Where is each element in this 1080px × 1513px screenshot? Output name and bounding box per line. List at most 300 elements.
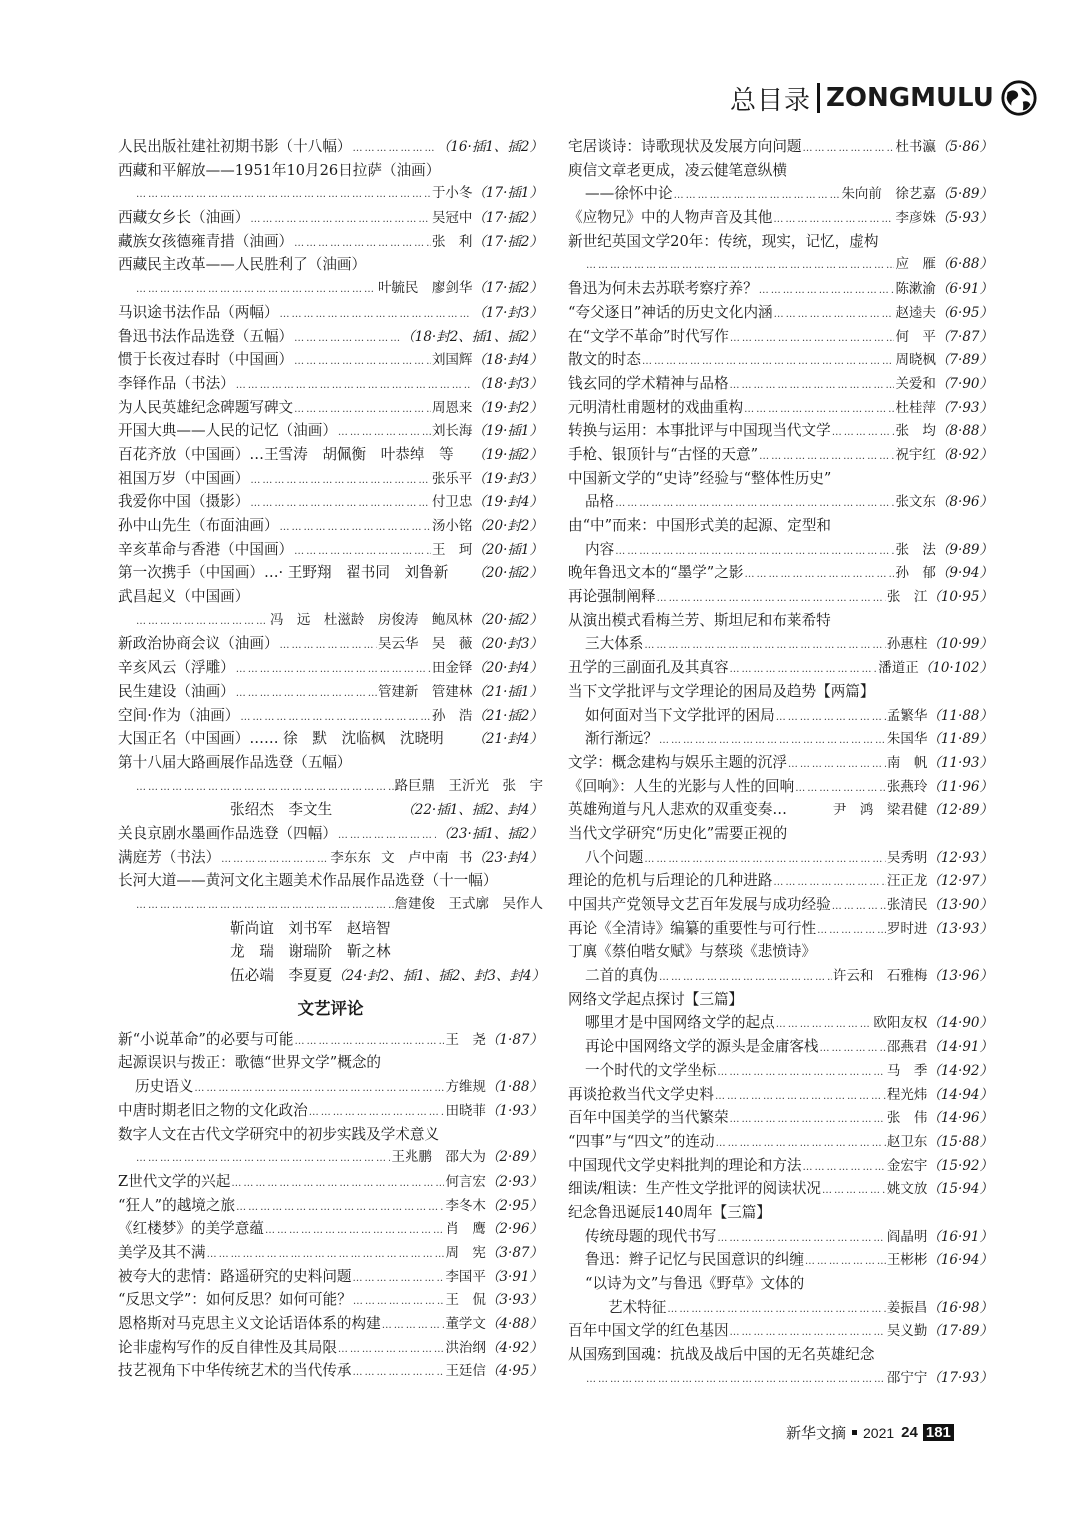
toc-entry[interactable] — [568, 159, 993, 183]
entry-reference: （1·87） — [485, 1031, 543, 1048]
entry-title: 当下文学批评与文学理论的困局及趋势【两篇】 — [568, 682, 875, 700]
leader-dots — [759, 279, 895, 303]
leader-dots — [659, 729, 886, 753]
entry-author: 张 均 — [895, 423, 936, 440]
toc-entry[interactable] — [118, 1312, 543, 1336]
entry-title: 第十八届大路画展作品选登（五幅） — [118, 753, 352, 771]
toc-entry[interactable] — [118, 396, 543, 420]
toc-entry[interactable] — [118, 1075, 543, 1099]
entry-title: 西藏民主改革——人民胜利了（油画） — [118, 256, 367, 274]
toc-entry[interactable] — [118, 704, 543, 728]
entry-title: 再论《全清诗》编纂的重要性与可行性 — [568, 919, 817, 937]
toc-entry[interactable] — [568, 656, 993, 680]
entry-reference: （11·96） — [927, 778, 993, 795]
leader-dots — [236, 1196, 444, 1220]
entry-author: 姜振昌 — [886, 1299, 928, 1316]
entry-title: 三大体系 — [585, 635, 644, 653]
leader-dots — [221, 848, 329, 872]
entry-title: 我爱你中国（摄影） — [118, 493, 250, 511]
entry-title: 一个时代的文学坐标 — [585, 1061, 717, 1079]
entry-title: 哪里才是中国网络文学的起点 — [585, 1014, 775, 1032]
leader-dots — [717, 1061, 885, 1085]
entry-title: 宅居谈诗：诗歌现状及发展方向问题 — [568, 138, 802, 155]
toc-entry[interactable] — [118, 325, 543, 349]
toc-entry[interactable] — [118, 964, 546, 988]
toc-entry[interactable] — [118, 609, 543, 633]
entry-title: 李铎作品（书法） — [118, 374, 235, 392]
toc-entry[interactable] — [118, 917, 543, 941]
leader-dots — [382, 1314, 445, 1338]
toc-entry[interactable] — [118, 1288, 543, 1312]
entry-author: 张 伟 — [886, 1110, 928, 1127]
leader-dots — [730, 658, 878, 682]
entry-title: 传统母题的现代书写 — [585, 1227, 717, 1245]
toc-entry[interactable] — [118, 182, 543, 206]
entry-title: 历史语义 — [135, 1078, 194, 1096]
entry-reference: （5·86） — [935, 139, 993, 155]
entry-reference: （21·插1） — [472, 683, 543, 700]
entry-reference: （21·插2） — [472, 707, 543, 724]
entry-reference: （2·89） — [485, 1149, 543, 1166]
entry-title: 从国殇到国魂：抗战及战后中国的无名英雄纪念 — [568, 1346, 875, 1364]
entry-author: 王 尧 — [445, 1031, 486, 1048]
leader-dots — [240, 706, 431, 730]
toc-entry[interactable] — [118, 206, 543, 230]
entry-title: 丑学的三副面孔及其真容 — [568, 659, 729, 677]
leader-dots — [294, 540, 431, 564]
toc-entry[interactable] — [568, 372, 993, 396]
toc-entry[interactable] — [118, 1099, 543, 1123]
entry-reference: （8·92） — [935, 446, 993, 463]
entry-title: 英雄殉道与凡人悲欢的双重变奏… — [568, 801, 787, 819]
entry-reference: （9·94） — [935, 565, 993, 582]
toc-entry[interactable] — [568, 206, 993, 230]
toc-entry[interactable] — [568, 727, 993, 751]
entry-title: 钱玄同的学术精神与品格 — [568, 374, 729, 392]
toc-entry[interactable] — [568, 1225, 993, 1249]
entry-reference: （18·封2、插1、插2） — [401, 328, 543, 345]
entry-reference: （20·封2） — [472, 518, 543, 534]
toc-entry[interactable] — [118, 632, 543, 656]
leader-dots — [744, 563, 894, 587]
magazine-name: 新华文摘 — [786, 1424, 847, 1442]
entry-title: 当代文学研究“历史化”需要正视的 — [568, 824, 788, 842]
leader-dots — [294, 1030, 444, 1054]
entry-title: 靳尚谊 刘书军 赵培智 — [230, 919, 391, 937]
toc-entry[interactable] — [568, 940, 993, 964]
entry-title: 散文的时态 — [568, 351, 641, 369]
toc-entry[interactable] — [568, 230, 993, 254]
leader-dots — [265, 1219, 444, 1243]
entry-reference: （17·插2） — [472, 233, 543, 250]
entry-author: 叶毓民 廖剑华 — [377, 280, 473, 297]
toc-entry[interactable] — [118, 372, 543, 396]
leader-dots — [353, 1267, 445, 1291]
toc-entry[interactable] — [568, 822, 993, 846]
toc-entry[interactable] — [568, 1343, 993, 1367]
entry-title: 龙 瑞 谢瑞阶 靳之林 — [230, 943, 391, 961]
toc-entry[interactable] — [568, 135, 993, 159]
leader-dots — [338, 824, 436, 848]
toc-entry[interactable] — [118, 1241, 543, 1265]
entry-title: 伍必端 李夏夏 — [230, 967, 333, 985]
entry-author: 董学文 — [445, 1316, 486, 1332]
leader-dots — [338, 421, 431, 445]
entry-author: 张 利 — [431, 233, 473, 250]
toc-entry[interactable] — [118, 538, 543, 562]
toc-left-column — [118, 135, 546, 1383]
entry-title: 技艺视角下中华传统艺术的当代传承 — [118, 1362, 352, 1380]
toc-entry[interactable] — [118, 419, 543, 443]
toc-entry[interactable] — [568, 680, 993, 704]
toc-entry[interactable] — [118, 1170, 543, 1194]
toc-entry[interactable] — [118, 277, 543, 301]
entry-reference: （16·91） — [927, 1228, 993, 1245]
entry-reference: （7·87） — [935, 328, 993, 345]
toc-entry[interactable] — [568, 1130, 993, 1154]
entry-title: 新世纪英国文学20年：传统，现实，记忆，虚构 — [568, 232, 879, 250]
entry-title: 鲁迅书法作品选登（五幅） — [118, 327, 294, 345]
toc-entry[interactable] — [568, 301, 993, 325]
toc-entry[interactable] — [568, 1011, 993, 1035]
toc-entry[interactable] — [118, 253, 543, 277]
entry-title: 大国正名（中国画）…… 徐 默 沈临枫 沈晓明 — [118, 730, 444, 748]
toc-entry[interactable] — [568, 1154, 993, 1178]
toc-entry[interactable] — [568, 277, 993, 301]
leader-dots — [657, 587, 886, 611]
toc-entry[interactable] — [118, 680, 543, 704]
entry-title: 长河大道——黄河文化主题美术作品展作品选登（十一幅） — [118, 872, 498, 890]
toc-entry[interactable] — [118, 893, 543, 917]
entry-title: 再论强制阐释 — [568, 588, 656, 606]
leader-dots — [353, 137, 436, 161]
leader-dots — [250, 469, 431, 493]
entry-title: 艺术特征 — [608, 1298, 667, 1316]
entry-title: 中国现代文学史料批判的理论和方法 — [568, 1156, 802, 1174]
entry-title: 人民出版社建社初期书影（十八幅） — [118, 138, 352, 155]
toc-entry[interactable] — [118, 751, 543, 775]
toc-entry[interactable] — [568, 325, 993, 349]
entry-author: 潘道正 — [878, 660, 919, 677]
entry-reference: （10·99） — [927, 636, 993, 653]
entry-reference: （2·93） — [485, 1173, 543, 1190]
leader-dots — [236, 658, 431, 682]
leader-dots — [659, 966, 832, 990]
toc-entry[interactable] — [568, 775, 993, 799]
entry-author: 朱向前 徐艺嘉 — [841, 186, 936, 203]
entry-title: “以诗为文”与鲁迅《野草》文体的 — [585, 1275, 805, 1292]
entry-title: 恩格斯对马克思主义文论话语体系的构建 — [118, 1315, 381, 1332]
entry-title: 西藏和平解放——1951年10月26日拉萨（油画） — [118, 161, 441, 179]
toc-entry[interactable] — [118, 869, 543, 893]
entry-author: 田金铎 — [431, 660, 473, 677]
entry-title: 第一次携手（中国画）…· 王野翔 翟书同 刘鲁新 — [118, 564, 449, 582]
toc-entry[interactable] — [118, 135, 543, 159]
entry-reference: （20·插2） — [472, 565, 543, 582]
leader-dots — [338, 1338, 445, 1362]
entry-author: 孙 浩 — [431, 707, 473, 724]
entry-title: 鲁迅为何未去苏联考察疗养？ — [568, 280, 758, 298]
leader-dots — [717, 1227, 885, 1251]
entry-reference: （9·89） — [935, 541, 993, 558]
toc-entry[interactable] — [118, 230, 543, 254]
toc-entry[interactable] — [118, 822, 543, 846]
entry-author: 阎晶明 — [886, 1228, 928, 1245]
entry-reference: （14·92） — [927, 1062, 993, 1079]
header-title-cn: 总目录 — [730, 85, 812, 116]
leader-dots — [776, 1013, 873, 1037]
toc-entry[interactable] — [568, 396, 993, 420]
entry-title: 武昌起义（中国画） — [118, 588, 250, 606]
entry-reference: （11·88） — [927, 707, 993, 724]
toc-entry[interactable] — [568, 467, 993, 491]
toc-entry[interactable] — [568, 846, 993, 870]
leader-dots — [776, 706, 886, 730]
toc-entry[interactable] — [568, 1035, 993, 1059]
footer-separator — [852, 1430, 857, 1435]
toc-entry[interactable] — [568, 348, 993, 372]
toc-entry[interactable] — [568, 182, 993, 206]
toc-entry[interactable] — [118, 490, 543, 514]
toc-entry[interactable] — [118, 1146, 543, 1170]
toc-entry[interactable] — [118, 846, 543, 870]
entry-title: 鲁迅：辫子记忆与民国意识的纠缠 — [585, 1251, 804, 1269]
toc-entry[interactable] — [568, 1201, 993, 1225]
toc-entry[interactable] — [118, 1336, 543, 1360]
entry-reference: （2·96） — [485, 1221, 543, 1238]
toc-entry[interactable] — [568, 1248, 993, 1272]
toc-entry[interactable] — [568, 1059, 993, 1083]
toc-entry[interactable] — [118, 1217, 543, 1241]
toc-entry[interactable] — [118, 1051, 543, 1075]
entry-title: “四事”与“四文”的连动 — [568, 1132, 715, 1150]
leader-dots — [667, 1298, 885, 1322]
toc-entry[interactable] — [118, 443, 543, 467]
toc-entry[interactable] — [118, 1123, 543, 1147]
entry-title: 文学：概念建构与娱乐主题的沉浮 — [568, 753, 787, 771]
entry-reference: （18·封3） — [472, 375, 543, 392]
entry-title: 被夸大的悲情：路遥研究的史料问题 — [118, 1267, 352, 1285]
leader-dots — [615, 540, 894, 564]
toc-entry[interactable] — [568, 917, 993, 941]
leader-dots — [280, 303, 472, 327]
toc-entry[interactable] — [568, 538, 993, 562]
entry-author: 李东东 文 卢中南 书 — [330, 849, 473, 866]
entry-reference: （16·94） — [927, 1252, 993, 1269]
entry-author: 赵卫东 — [886, 1133, 928, 1150]
entry-reference: （12·89） — [927, 802, 993, 819]
toc-entry[interactable] — [118, 1265, 543, 1289]
toc-entry[interactable] — [568, 751, 993, 775]
leader-dots — [803, 137, 895, 161]
entry-title: 八个问题 — [585, 848, 644, 866]
toc-entry[interactable] — [118, 467, 543, 491]
entry-author: 欧阳友权 — [873, 1015, 928, 1032]
entry-author: 南 帆 — [886, 754, 928, 771]
entry-reference: （6·88） — [935, 256, 993, 273]
entry-author: 金宏宇 — [886, 1157, 928, 1174]
leader-dots — [309, 1101, 445, 1125]
entry-reference: （11·93） — [927, 754, 993, 771]
toc-entry[interactable] — [118, 561, 543, 585]
entry-author: 王彬彬 — [886, 1252, 928, 1269]
entry-author: 吴秀明 — [886, 849, 928, 866]
toc-entry[interactable] — [568, 609, 993, 633]
entry-author: 张清民 — [886, 897, 928, 913]
toc-entry[interactable] — [568, 798, 993, 822]
entry-author: 周晓枫 — [895, 352, 936, 369]
page-header — [730, 78, 1038, 118]
toc-entry[interactable] — [568, 1319, 993, 1343]
toc-entry[interactable] — [118, 348, 543, 372]
toc-entry[interactable] — [568, 490, 993, 514]
entry-author: 杜桂萍 — [895, 399, 936, 416]
entry-author: 洪治纲 — [445, 1339, 486, 1356]
entry-author: 张燕玲 — [886, 778, 928, 795]
entry-title: 开国大典——人民的记忆（油画） — [118, 422, 337, 440]
entry-reference: （14·94） — [927, 1086, 993, 1103]
entry-author: 朱国华 — [886, 731, 928, 748]
entry-reference: （23·封4） — [472, 849, 543, 866]
toc-entry[interactable] — [568, 585, 993, 609]
entry-title: 《红楼梦》的美学意蕴 — [118, 1220, 264, 1238]
leader-dots — [832, 895, 886, 919]
leader-dots — [642, 350, 894, 374]
entry-author: 应 雁 — [895, 256, 936, 273]
toc-entry[interactable] — [568, 1367, 993, 1391]
toc-entry[interactable] — [568, 1177, 993, 1201]
entry-title: 元明清杜甫题材的戏曲重构 — [568, 398, 744, 416]
leader-dots — [207, 1243, 445, 1267]
entry-reference: （18·封4） — [472, 352, 543, 369]
entry-title: 《回响》：人生的光影与人性的回响 — [568, 777, 795, 795]
entry-reference: （1·93） — [485, 1102, 543, 1119]
toc-entry[interactable] — [118, 1194, 543, 1218]
toc-entry[interactable] — [568, 704, 993, 728]
entry-reference: （1·88） — [485, 1079, 543, 1096]
footer-issue: 24 — [901, 1424, 918, 1441]
entry-reference: （17·插2） — [472, 210, 543, 227]
entry-reference: （4·88） — [485, 1316, 543, 1332]
entry-title: 从演出模式看梅兰芳、斯坦尼和布莱希特 — [568, 611, 831, 629]
entry-reference: （19·插2） — [472, 446, 543, 463]
leader-dots — [294, 350, 431, 374]
entry-author: 周 宪 — [445, 1244, 486, 1261]
entry-reference: （4·92） — [485, 1339, 543, 1356]
entry-author: 吴云华 吴 薇 — [377, 636, 473, 653]
toc-entry[interactable] — [568, 1083, 993, 1107]
leader-dots — [795, 777, 886, 801]
leader-dots — [832, 421, 895, 445]
toc-entry[interactable] — [118, 1028, 543, 1052]
entry-reference: （3·87） — [485, 1244, 543, 1261]
entry-title: 中国共产党领导文艺百年发展与成功经验 — [568, 896, 831, 913]
entry-title: 新“小说革命”的必要与可能 — [118, 1030, 294, 1048]
entry-author: 方维规 — [445, 1079, 486, 1096]
entry-title: 关良京剧水墨画作品选登（四幅） — [118, 824, 337, 842]
toc-entry[interactable] — [118, 727, 543, 751]
entry-title: 辛亥革命与香港（中国画） — [118, 540, 294, 558]
entry-author: 张 法 — [895, 541, 936, 558]
entry-author: 邵宁宁 — [886, 1369, 928, 1386]
entry-title: 百花齐放（中国画）…王雪涛 胡佩衡 叶恭绰 等 — [118, 445, 454, 463]
entry-reference: （17·89） — [927, 1323, 993, 1340]
toc-entry[interactable] — [568, 893, 993, 917]
toc-entry[interactable] — [568, 419, 993, 443]
entry-reference: （3·93） — [485, 1292, 543, 1309]
toc-entry[interactable] — [568, 1296, 993, 1320]
header-title-en: ZONGMULU — [826, 83, 994, 113]
entry-author: 罗时进 — [886, 920, 928, 937]
entry-reference: （13·96） — [927, 968, 993, 985]
leader-dots — [353, 1361, 445, 1385]
entry-title: 手枪、银顶针与“古怪的天意” — [568, 445, 759, 463]
toc-entry[interactable] — [118, 301, 543, 325]
entry-author: 邵燕君 — [886, 1039, 928, 1056]
leader-dots — [759, 445, 894, 469]
toc-entry[interactable] — [568, 253, 993, 277]
entry-title: 理论的危机与后理论的几种进路 — [568, 872, 773, 890]
entry-reference: （7·89） — [935, 352, 993, 369]
toc-entry[interactable] — [568, 988, 993, 1012]
toc-entry[interactable] — [118, 514, 543, 538]
entry-title: 数字人文在古代文学研究中的初步实践及学术意义 — [118, 1125, 440, 1143]
toc-entry[interactable] — [568, 964, 993, 988]
toc-entry[interactable] — [568, 1106, 993, 1130]
toc-entry[interactable] — [568, 1272, 993, 1296]
leader-dots — [353, 1290, 445, 1314]
leader-dots — [194, 1077, 444, 1101]
globe-icon — [1000, 79, 1038, 117]
toc-entry[interactable] — [118, 585, 543, 609]
toc-entry[interactable] — [568, 443, 993, 467]
entry-title: 再论中国网络文学的源头是金庸客栈 — [585, 1038, 819, 1056]
entry-title: 网络文学起点探讨【三篇】 — [568, 990, 744, 1008]
toc-entry[interactable] — [118, 159, 543, 183]
entry-reference: （8·96） — [935, 494, 993, 511]
entry-reference: （14·90） — [927, 1015, 993, 1032]
entry-author: 于小冬 — [431, 185, 473, 202]
entry-title: 渐行渐远？ — [585, 730, 658, 748]
toc-entry[interactable] — [118, 1359, 543, 1383]
toc-entry[interactable] — [568, 632, 993, 656]
leader-dots — [136, 610, 269, 634]
entry-reference: （12·97） — [927, 873, 993, 890]
entry-reference: （8·88） — [935, 423, 993, 440]
entry-reference: （15·92） — [927, 1157, 993, 1174]
toc-entry[interactable] — [118, 798, 543, 822]
entry-title: “反思文学”：如何反思？如何可能？ — [118, 1291, 352, 1309]
entry-title: 孙中山先生（布面油画） — [118, 517, 279, 534]
toc-entry[interactable] — [118, 775, 543, 799]
entry-author: 张 江 — [886, 589, 928, 606]
leader-dots — [231, 1172, 444, 1196]
toc-entry[interactable] — [118, 940, 543, 964]
leader-dots — [294, 398, 431, 422]
entry-reference: （6·91） — [935, 281, 993, 298]
entry-title: 起源误识与拨正：歌德“世界文学”概念的 — [118, 1054, 382, 1072]
leader-dots — [586, 1368, 886, 1392]
toc-entry[interactable] — [118, 656, 543, 680]
leader-dots — [730, 327, 895, 351]
entry-author: 许云和 石雅梅 — [832, 968, 928, 985]
entry-reference: （2·95） — [485, 1197, 543, 1214]
toc-entry[interactable] — [568, 514, 993, 538]
toc-entry[interactable] — [568, 869, 993, 893]
entry-author: 詹建俊 王式廓 吴作人 — [394, 896, 543, 912]
toc-entry[interactable] — [568, 561, 993, 585]
leader-dots — [294, 327, 400, 351]
